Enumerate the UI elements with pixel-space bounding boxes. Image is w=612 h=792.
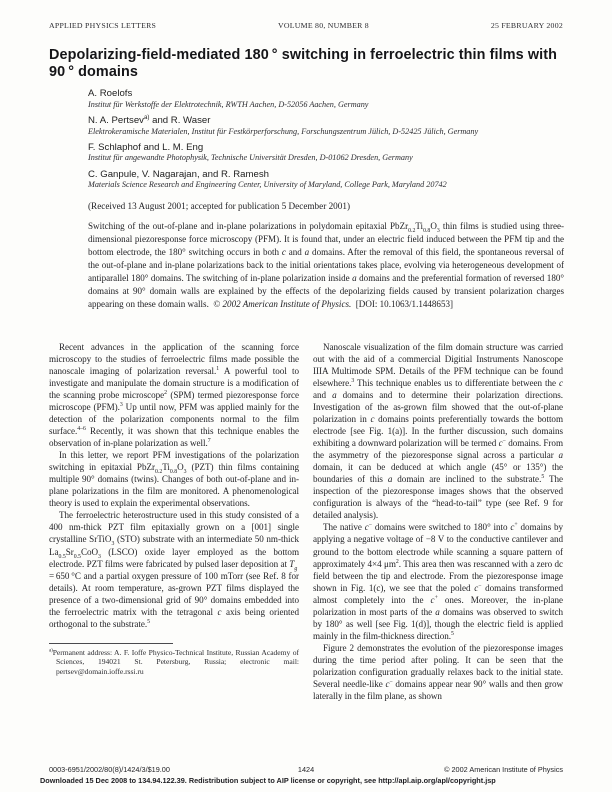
author-footnote: $^{a)}$Permanent address: A. F. Ioffe Physico-Technical Institute, Russian Academy of Sciences, 194021 St. Petersburg, Russia; electronic mail: pertsev@domain.ioffe.rssi.ru	[49, 647, 299, 676]
author-name: C. Ganpule, V. Nagarajan, and R. Ramesh	[88, 168, 269, 180]
paragraph: In this letter, we report PFM investigations of the polarization switching in epitaxial $PbZr_{0.2}Ti_{0.8}O_3$ (PZT) thin films containing multiple 90° domains (twins). Changes of both out-of-plane and in-plane polarizations in the film are monitored. A phenomenological theory is used to explain the experimental observations.	[49, 450, 299, 509]
issue-date: 25 FEBRUARY 2002	[490, 21, 563, 30]
page-footer	[0, 765, 612, 785]
volume-issue: VOLUME 80, NUMBER 8	[278, 21, 369, 30]
received-note: (Received 13 August 2001; accepted for publication 5 December 2001)	[88, 200, 351, 211]
paragraph: Figure 2 demonstrates the evolution of the piezoresponse images during the time period after poling. It can be seen that the polarization configuration gradually relaxes back to the initial state. Several needle-like c− domains appear near 90° walls and then grow laterally in the film plane, as shown	[313, 642, 564, 702]
body-column-right	[313, 341, 563, 702]
author-affiliation: Institut für Werkstoffe der Elektrotechnik, RWTH Aachen, D-52056 Aachen, Germany	[88, 99, 369, 109]
author-block	[88, 88, 563, 109]
author-name: N. A. Pertsev$^{a)}$ and R. Waser	[88, 113, 211, 127]
author-name: A. Roelofs	[88, 88, 133, 100]
footer-download-note: Downloaded 15 Dec 2008 to 134.94.122.39. Redistribution subject to AIP license or copyright, see http://apl.aip.org/apl/copyright.jsp	[40, 776, 496, 785]
footer-page-number: 1424	[297, 765, 315, 774]
journal-name: APPLIED PHYSICS LETTERS	[49, 21, 157, 30]
paragraph: Recent advances in the application of the scanning force microscopy to the studies of ferroelectric films made possible the nanoscale imaging of polarization reversal.$^1$ A powerful tool to investigate and manipulate the domain structure is a modification of the scanning probe microscope$^2$ (SPM) termed piezoresponse force microscope (PFM).$^3$ Up until now, PFM was applied mainly for the detection of the polarization components normal to the film surface.$^{4-6}$ Recently, it was shown that this technique enables the observation of in-plane polarization as well.$^7$	[49, 341, 300, 449]
paper-title: Depolarizing-field-mediated 180 ° switching in ferroelectric thin films with 90 ° domains	[49, 47, 557, 81]
body-column-left	[49, 341, 299, 702]
footer-issn-fee: 0003-6951/2002/80(8)/1424/3/$19.00	[49, 765, 170, 774]
paragraph: Nanoscale visualization of the film domain structure was carried out with the aid of a commercial Digitial Instruments Nanoscope IIIA Multimode SPM. Details of the PFM technique can be found elsewhere.$^3$ This technique enables us to differentiate between the c and a domains and to determine their polarization directions. Investigation of the as-grown film showed that the out-of-plane polarization in c domains points preferentially towards the bottom electrode [see Fig. 1(a)]. In the further discussion, such domains exhibiting a downward polarization will be termed c− domains. From the asymmetry of the piezoresponse signal across a particular a domain, it can be deduced at which angle (45° or 135°) the boundaries of this a domain are inclined to the substrate.$^5$ The inspection of the piezoresponse images shows that the observed configuration is always of the “head-to-tail” type (see Ref. 9 for detailed analysis).	[313, 341, 563, 521]
author-block	[88, 169, 563, 190]
footer-info-row	[0, 765, 612, 774]
author-affiliation: Materials Science Research and Engineering Center, University of Maryland, College Park, Maryland 20742	[88, 179, 447, 189]
author-block	[88, 142, 563, 163]
author-name: F. Schlaphof and L. M. Eng	[88, 141, 204, 153]
author-affiliation: Elektrokeramische Materialen, Institut für Festkörperforschung, Forschungszentrum Jülich, D-52425 Jülich, Germany	[88, 126, 479, 136]
author-list	[88, 88, 563, 189]
journal-header	[49, 21, 563, 30]
author-affiliation: Institut für angewandte Photophysik, Technische Universität Dresden, D-01062 Dresden, Germany	[88, 153, 413, 163]
footer-copyright: © 2002 American Institute of Physics	[444, 765, 564, 774]
paragraph: The native c− domains were switched to 180° into c+ domains by applying a negative voltage of −8 V to the conductive cantilever and ground to the bottom electrode while scanning a square pattern of approximately 4×4 $\mu m^2$. This area then was rescanned with a zero dc field between the tip and electrode. From the piezoresponse image shown in Fig. 1(c), we see that the poled c− domains transformed almost completely into the c+ ones. Moreover, the in-plane polarization in most parts of the a domains was observed to switch by 180° as well [see Fig. 1(d)], though the electric field is applied mainly in the film-thickness direction.$^5$	[313, 522, 563, 641]
footnote-rule	[49, 643, 173, 644]
body-columns	[49, 341, 563, 702]
author-block	[88, 115, 563, 136]
abstract: Switching of the out-of-plane and in-plane polarizations in polydomain epitaxial $PbZr_{0.2}Ti_{0.8}O_3$ thin films is studied using three-dimensional piezoresponse force microscopy (PFM). It is found that, under an electric field induced between the PFM tip and the bottom electrode, the 180° switching occurs in both c and a domains. After the removal of this field, the spontaneous reversal of the out-of-plane and in-plane polarizations back to the initial orientations takes place, evolving via heterogeneous development of antiparallel 180° domains. The switching of in-plane polarization inside a domains and the preferential formation of reversed 180° domains at 90° domain walls are explained by the effects of the depolarizing fields caused by transient polarization charges appearing on these domain walls. © 2002 American Institute of Physics. [DOI: 10.1063/1.1448653]	[88, 220, 565, 309]
paragraph: The ferroelectric heterostructure used in this study consisted of a 400 nm-thick PZT film epitaxially grown on a [001] single crystalline SrTiO$_3$ (STO) substrate with an intermediate 50 nm-thick $La_{0.5}Sr_{0.5}CoO_3$ (LSCO) oxide layer employed as the bottom electrode. PZT films were fabricated by pulsed laser deposition at $T_g = 650$ °C and a partial oxygen pressure of 100 mTorr (see Ref. 8 for details). At room temperature, as-grown PZT films displayed the presence of a two-dimensional grid of 90° domains embedded into the ferroelectric matrix with the tetragonal c axis being oriented orthogonal to the substrate.$^5$	[49, 510, 300, 629]
